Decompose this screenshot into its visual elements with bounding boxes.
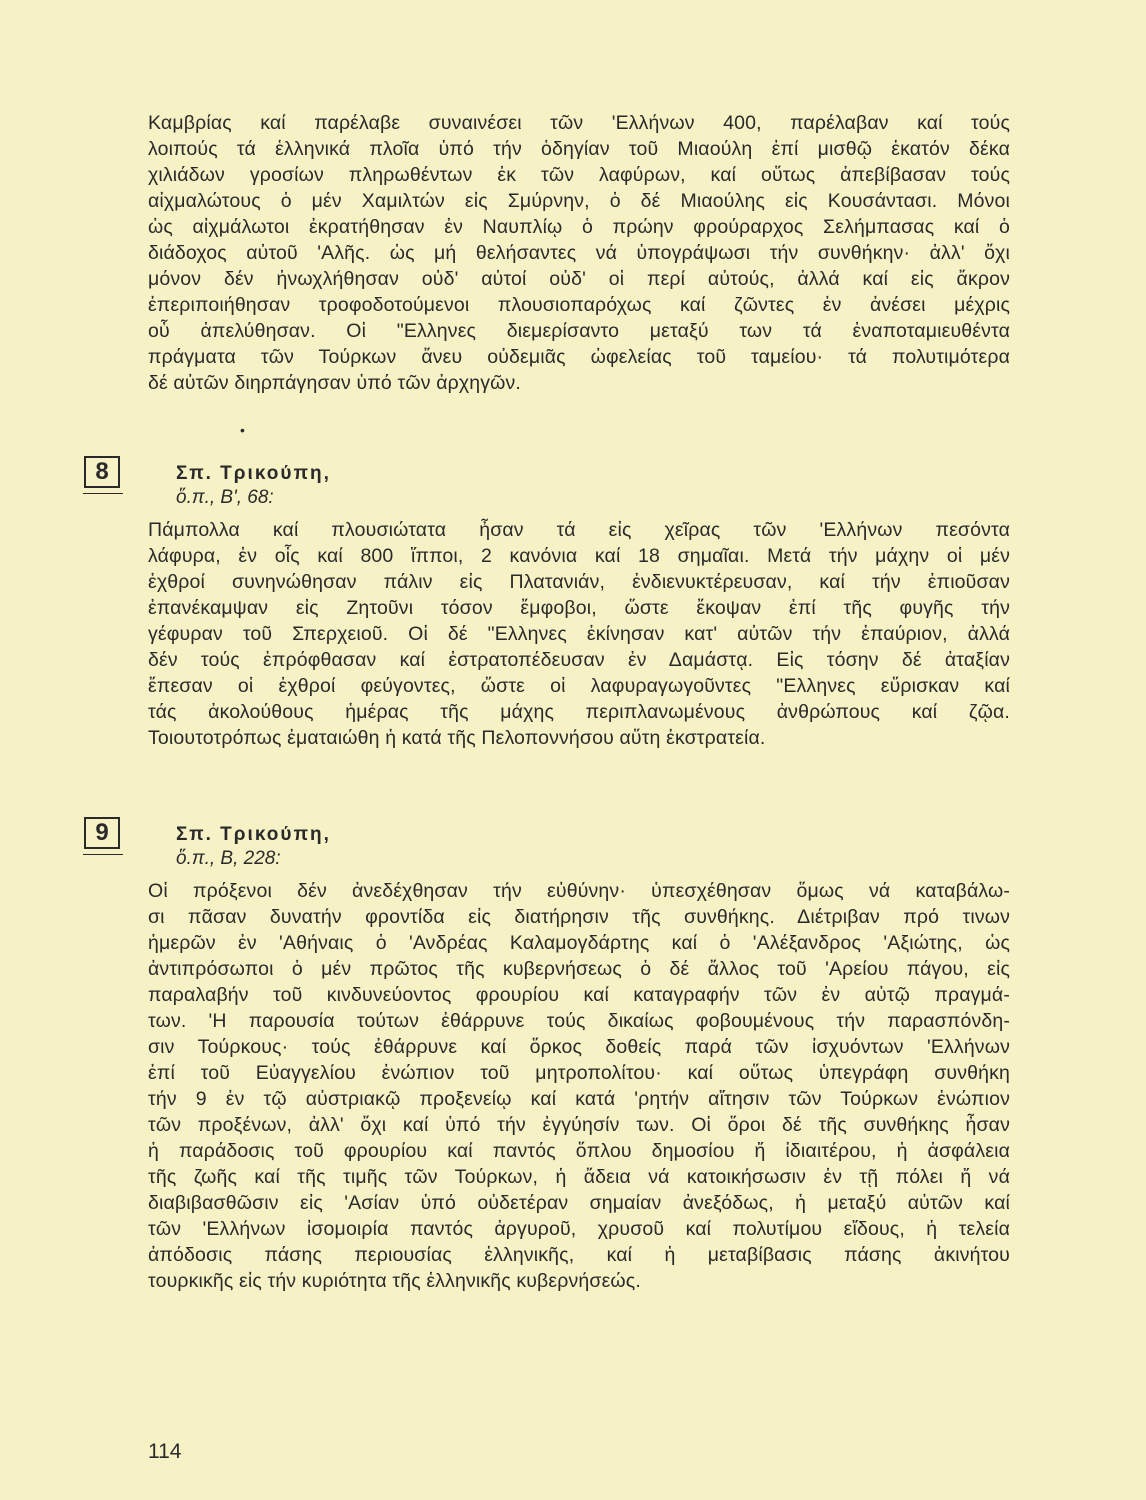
section-author: Σπ. Τρικούπη,	[176, 463, 331, 484]
text-line: παραλαβήν τοῦ κινδυνεύοντος φρουρίου καί καταγραφήν τῶν ἐν αὐτῷ πραγμά-	[148, 984, 1010, 1006]
text-line: των. 'Η παρουσία τούτων ἐθάρρυνε τούς δικαίως φοβουμένους τήν παρασπόνδη-	[148, 1010, 1010, 1032]
text-line: λοιπούς τά ἑλληνικά πλοῖα ὑπό τήν ὁδηγίαν τοῦ Μιαούλη ἐπί μισθῷ ἑκατόν δέκα	[148, 138, 1010, 160]
text-line: ἡμερῶν ἐν 'Αθήναις ὁ 'Ανδρέας Καλαμογδάρτης καί ὁ 'Αλέξανδρος 'Αξιώτης, ὡς	[148, 932, 1010, 954]
text-line: αἰχμαλώτους ὁ μέν Χαμιλτών εἰς Σμύρνην, ὁ δέ Μιαούλης εἰς Κουσάντασι. Μόνοι	[148, 190, 1010, 212]
text-line: δέν τούς ἐπρόφθασαν καί ἐστρατοπέδευσαν ἐν Δαμάστᾳ. Εἰς τόσην δέ ἀταξίαν	[148, 649, 1010, 671]
text-line: Πάμπολλα καί πλουσιώτατα ἦσαν τά εἰς χεῖρας τῶν 'Ελλήνων πεσόντα	[148, 519, 1010, 541]
text-line: ὡς αἰχμάλωτοι ἐκρατήθησαν ἐν Ναυπλίῳ ὁ πρώην φρούραρχος Σελήμπασας καί ὁ	[148, 216, 1010, 238]
text-line: ἀντιπρόσωποι ὁ μέν πρῶτος τῆς κυβερνήσεως ὁ δέ ἄλλος τοῦ 'Αρείου πάγου, εἰς	[148, 958, 1010, 980]
text-line: πράγματα τῶν Τούρκων ἄνευ οὐδεμιᾶς ὠφελείας τοῦ ταμείου· τά πολυτιμότερα	[148, 346, 1010, 368]
text-line: Καμβρίας καί παρέλαβε συναινέσει τῶν 'Ελλήνων 400, παρέλαβαν καί τούς	[148, 112, 1010, 134]
text-line: τάς ἀκολούθους ἡμέρας τῆς μάχης περιπλανωμένους ἀνθρώπους καί ζῷα.	[148, 701, 1010, 723]
text-line: χιλιάδων γροσίων πληρωθέντων ἐκ τῶν λαφύρων, καί οὕτως ἀπεβίβασαν τούς	[148, 164, 1010, 186]
text-line: διαβιβασθῶσιν εἰς 'Ασίαν ὑπό οὐδετέραν σημαίαν ἀνεξόδως, ἡ μεταξύ αὐτῶν καί	[148, 1192, 1010, 1214]
section-reference: ὅ.π., Β, 228:	[176, 848, 281, 869]
text-line: Οἱ πρόξενοι δέν ἀνεδέχθησαν τήν εὐθύνην· ὑπεσχέθησαν ὅμως νά καταβάλω-	[148, 880, 1010, 902]
section-reference: ὅ.π., Β', 68:	[176, 487, 274, 508]
section-number-box: 9	[84, 817, 120, 849]
text-line: τουρκικῆς εἰς τήν κυριότητα τῆς ἑλληνικῆς κυβερνήσεώς.	[148, 1270, 641, 1292]
stray-mark: •	[240, 422, 245, 438]
section-number-box: 8	[84, 456, 120, 488]
text-line: λάφυρα, ἐν οἷς καί 800 ἵπποι, 2 κανόνια καί 18 σημαῖαι. Μετά τήν μάχην οἱ μέν	[148, 545, 1010, 567]
text-line: τῶν προξένων, ἀλλ' ὄχι καί ὑπό τήν ἐγγύησίν των. Οἱ ὅροι δέ τῆς συνθήκης ἦσαν	[148, 1114, 1010, 1136]
text-line: τῶν 'Ελλήνων ἰσομοιρία παντός ἀργυροῦ, χρυσοῦ καί πολυτίμου εἴδους, ἡ τελεία	[148, 1218, 1010, 1240]
text-line: ἐπανέκαμψαν εἰς Ζητοῦνι τόσον ἔμφοβοι, ὥστε ἔκοψαν ἐπί τῆς φυγῆς τήν	[148, 597, 1010, 619]
text-line: δέ αὐτῶν διηρπάγησαν ὑπό τῶν ἀρχηγῶν.	[148, 372, 521, 394]
text-line: τῆς ζωῆς καί τῆς τιμῆς τῶν Τούρκων, ἡ ἄδεια νά κατοικήσωσιν ἐν τῇ πόλει ἤ νά	[148, 1166, 1010, 1188]
text-line: διάδοχος αὐτοῦ 'Αλῆς. ὡς μή θελήσαντες νά ὑπογράψωσι τήν συνθήκην· ἀλλ' ὄχι	[148, 242, 1010, 264]
text-line: ἐχθροί συνηνώθησαν πάλιν εἰς Πλατανιάν, ἐνδιενυκτέρευσαν, καί τήν ἐπιοῦσαν	[148, 571, 1010, 593]
text-line: ἀπόδοσις πάσης περιουσίας ἑλληνικῆς, καί ἡ μεταβίβασις πάσης ἀκινήτου	[148, 1244, 1010, 1266]
text-line: μόνον δέν ἠνωχλήθησαν οὐδ' αὐτοί οὐδ' οἱ περί αὐτούς, ἀλλά καί εἰς ἄκρον	[148, 268, 1010, 290]
text-line: τήν 9 ἐν τῷ αὐστριακῷ προξενείῳ καί κατά 'ρητήν αἴτησιν τῶν Τούρκων ἐνώπιον	[148, 1088, 1010, 1110]
text-line: οὗ ἀπελύθησαν. Οἱ "Ελληνες διεμερίσαντο μεταξύ των τά ἐναποταμιευθέντα	[148, 320, 1010, 342]
section-author: Σπ. Τρικούπη,	[176, 824, 331, 845]
text-line: γέφυραν τοῦ Σπερχειοῦ. Οἱ δέ "Ελληνες ἐκίνησαν κατ' αὐτῶν τήν ἐπαύριον, ἀλλά	[148, 623, 1010, 645]
text-line: ἔπεσαν οἱ ἐχθροί φεύγοντες, ὥστε οἱ λαφυραγωγοῦντες "Ελληνες εὕρισκαν καί	[148, 675, 1010, 697]
page-number: 114	[148, 1440, 182, 1463]
text-line: ἡ παράδοσις τοῦ φρουρίου καί παντός ὅπλου δημοσίου ἤ ἰδιαιτέρου, ἡ ἀσφάλεια	[148, 1140, 1010, 1162]
text-line: σι πᾶσαν δυνατήν φροντίδα εἰς διατήρησιν τῆς συνθήκης. Διέτριβαν πρό τινων	[148, 906, 1010, 928]
text-line: Τοιουτοτρόπως ἐματαιώθη ἡ κατά τῆς Πελοποννήσου αὕτη ἐκστρατεία.	[148, 727, 766, 749]
text-line: σιν Τούρκους· τούς ἐθάρρυνε καί ὅρκος δοθείς παρά τῶν ἰσχυόντων 'Ελλήνων	[148, 1036, 1010, 1058]
text-line: ἐπεριποιήθησαν τροφοδοτούμενοι πλουσιοπαρόχως καί ζῶντες ἐν ἀνέσει μέχρις	[148, 294, 1010, 316]
text-line: ἐπί τοῦ Εὐαγγελίου ἐνώπιον τοῦ μητροπολίτου· καί οὕτως ὑπεγράφη συνθήκη	[148, 1062, 1010, 1084]
